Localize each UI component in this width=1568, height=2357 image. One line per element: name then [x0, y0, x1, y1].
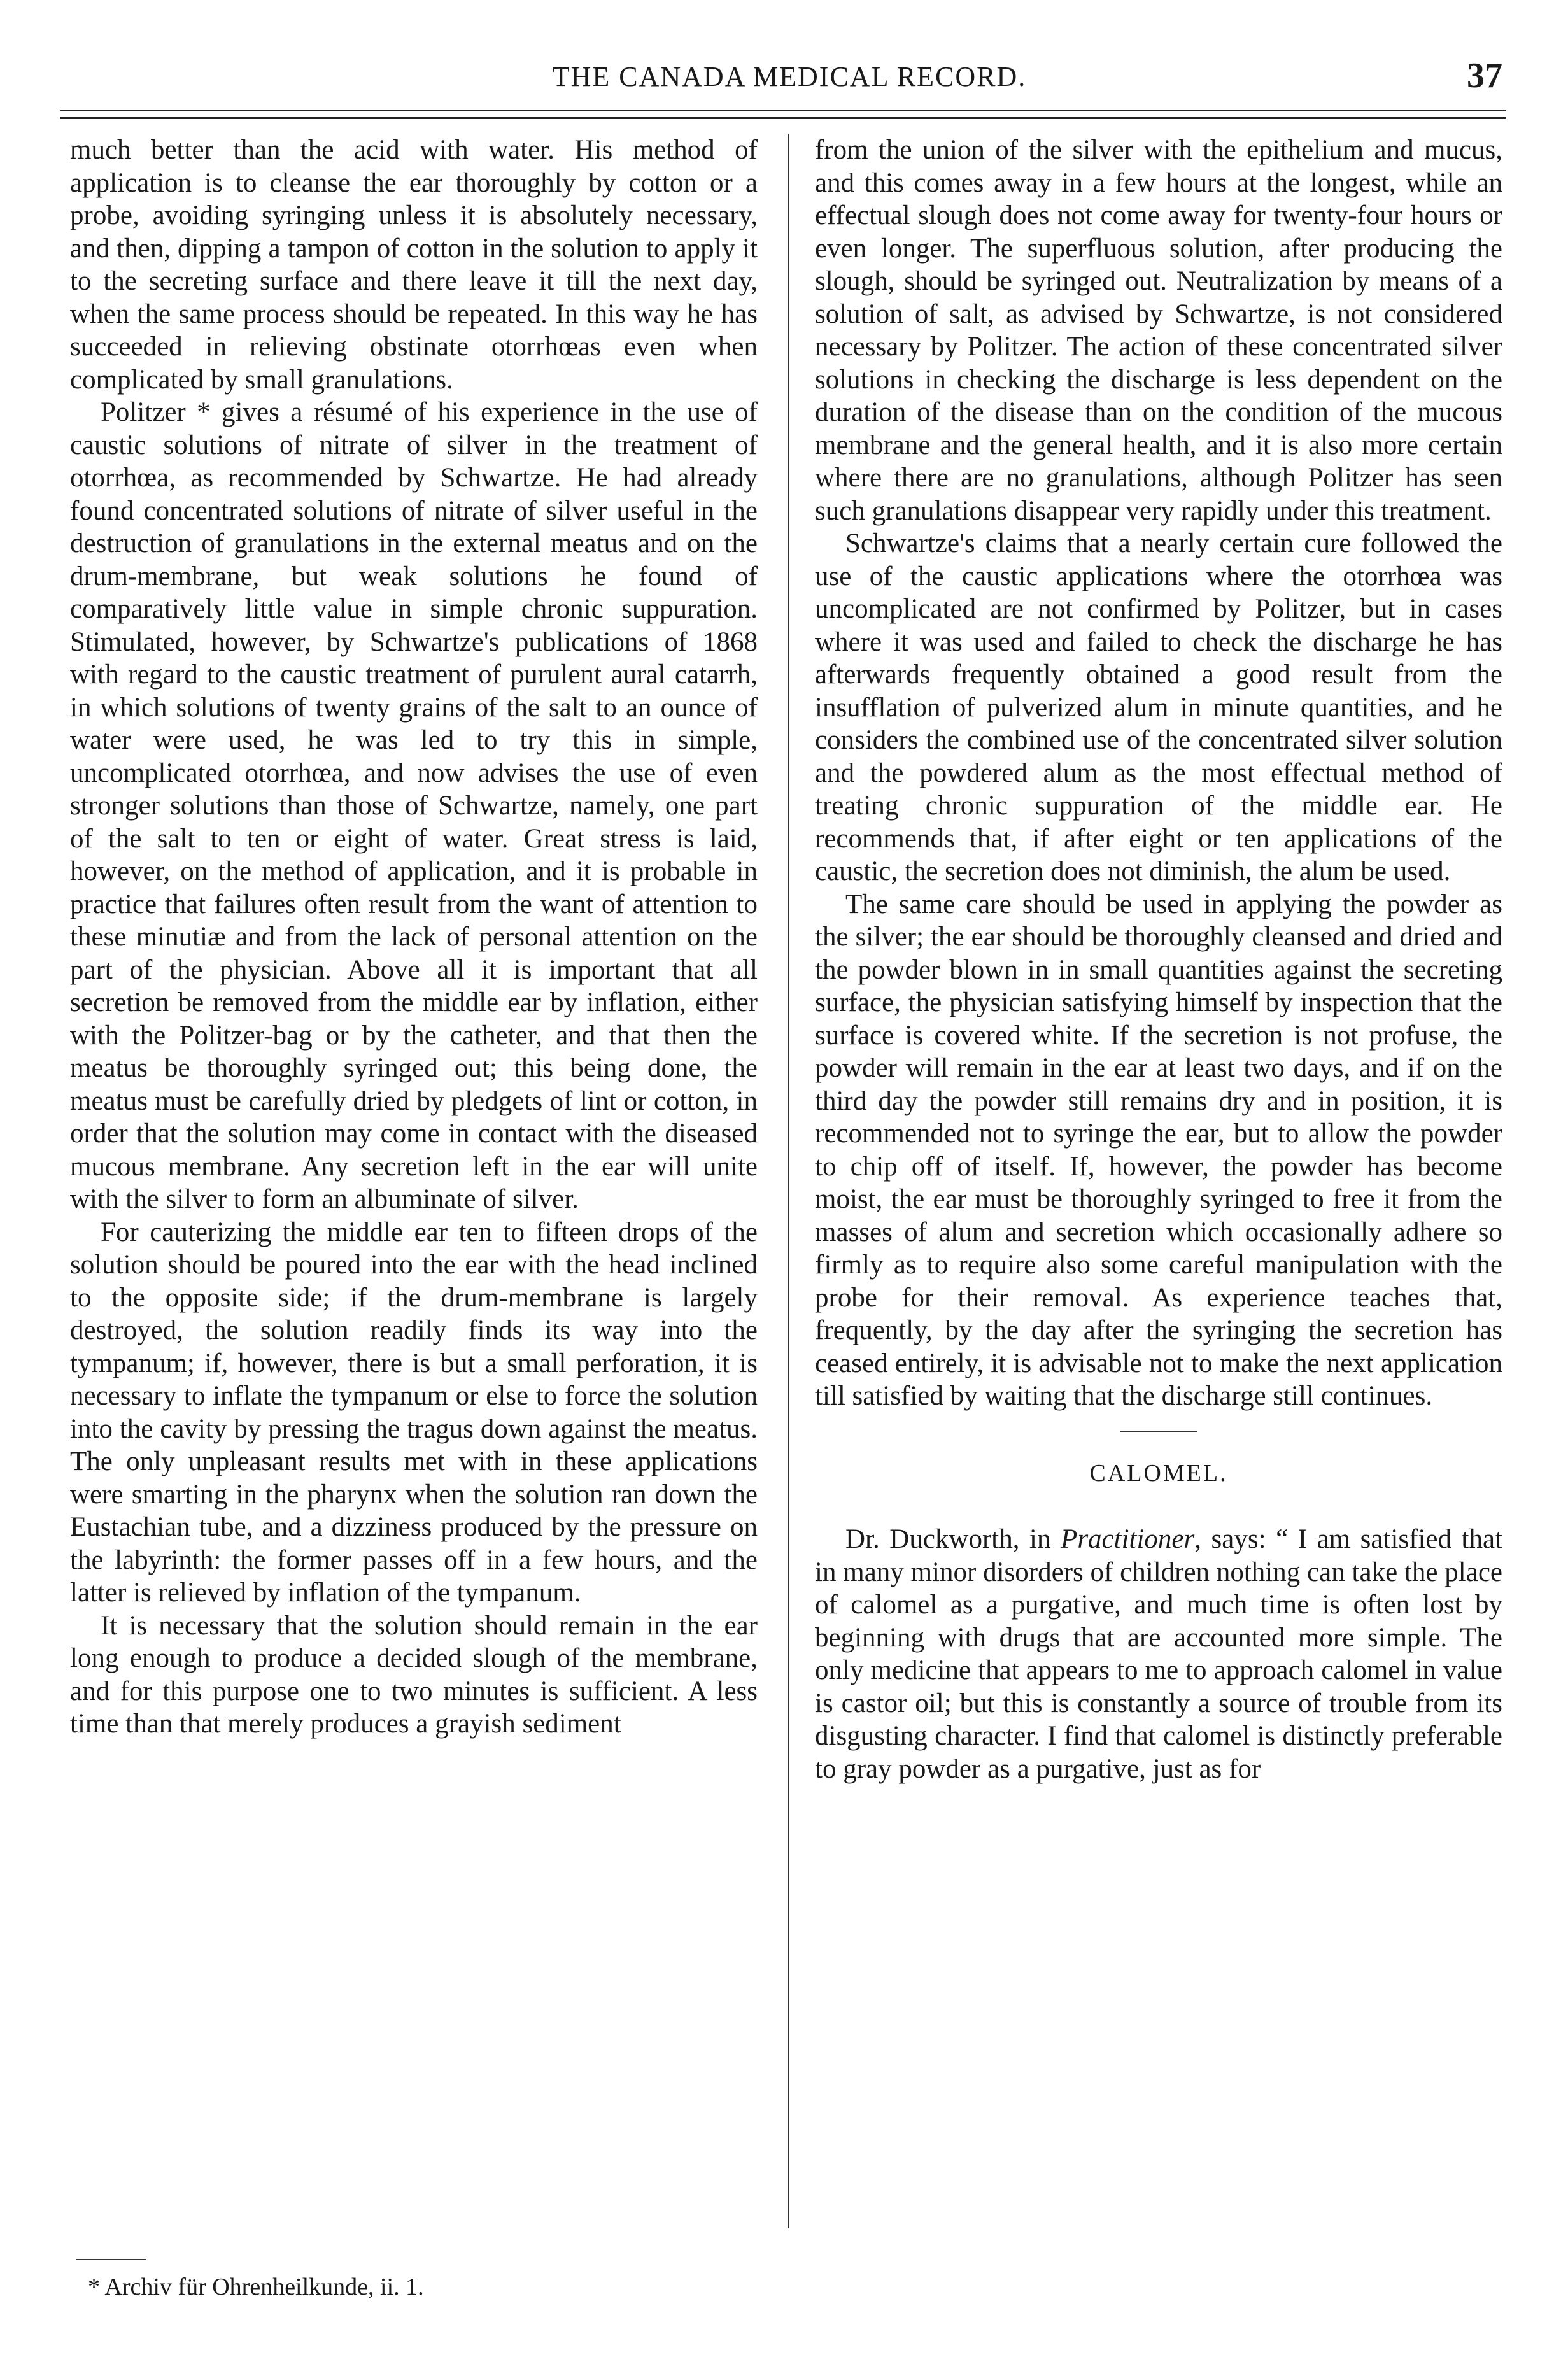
paragraph: For cauterizing the middle ear ten to fifteen drops of the solution should be poured into the ear with the head inclined to the opposite side; if the drum-membrane is largely destroyed, the solution readily finds its way into the tympanum; if, however, there is but a small perforation, it is necessary to inflate the tympanum or else to force the solution into the cavity by pressing the tragus down against the meatus. The only unpleasant results met with in these applications were smarting in the pharynx when the solution ran down the Eustachian tube, and a dizziness produced by the pressure on the labyrinth: the former passes off in a few hours, and the latter is relieved by inflation of the tympanum.: [70, 1217, 758, 1608]
journal-name-italic: Practitioner: [1061, 1524, 1195, 1554]
two-column-body: [70, 134, 1502, 2337]
section-divider: [1120, 1431, 1197, 1432]
header-rule-top: [60, 110, 1506, 111]
calomel-text-rest: , says: “ I am satisfied that in many minor disorders of children nothing can take the place of calomel as a purgative, and much time is often lost by beginning with drugs that are accounted more simple. The only medicine that appears to me to approach calomel in value is castor oil; but this is constantly a source of trouble from its disgusting character. I find that calomel is distinctly preferable to gray powder as a purgative, just as for: [815, 1524, 1502, 1784]
paragraph: The same care should be used in applying the powder as the silver; the ear should be thoroughly cleansed and dried and the powder blown in in small quantities against the secreting surface, the physician satisfying himself by inspection that the surface is covered white. If the secretion is not profuse, the powder will remain in the ear at least two days, and if on the third day the powder still remains dry and in position, it is recommended not to syringe the ear, but to allow the powder to chip off of itself. If, however, the powder has become moist, the ear must be thoroughly syringed to free it from the masses of alum and secretion which occasionally adhere so firmly as to require also some careful manipulation with the probe for their removal. As experience teaches that, frequently, by the day after the syringing the secretion has ceased entirely, it is advisable not to make the next application till satisfied by waiting that the discharge still continues.: [815, 889, 1502, 1411]
calomel-paragraph: [815, 1523, 1502, 1785]
column-divider: [788, 134, 789, 2228]
left-column: [70, 134, 758, 2337]
paragraph: It is necessary that the solution should remain in the ear long enough to produce a decided slough of the membrane, and for this purpose one to two minutes is sufficient. A less time than that merely produces a grayish sediment: [70, 1610, 758, 1739]
paragraph: much better than the acid with water. His method of application is to cleanse the ear thoroughly by cotton or a probe, avoiding syringing unless it is absolutely necessary, and then, dipping a tampon of cotton in the solution to apply it to the secreting surface and there leave it till the next day, when the same process should be repeated. In this way he has succeeded in relieving obstinate otorrhœas even when complicated by small granulations.: [70, 135, 758, 395]
paragraph: Politzer * gives a résumé of his experience in the use of caustic solutions of nitrate of silver in the treatment of otorrhœa, as recommended by Schwartze. He had already found concentrated solutions of nitrate of silver useful in the destruction of granulations in the external meatus and on the drum-membrane, but weak solutions he found of comparatively little value in simple chronic suppuration. Stimulated, however, by Schwartze's publications of 1868 with regard to the caustic treatment of purulent aural catarrh, in which solutions of twenty grains of the salt to an ounce of water were used, he was led to try this in simple, uncomplicated otorrhœa, and now advises the use of even stronger solutions than those of Schwartze, namely, one part of the salt to ten or eight of water. Great stress is laid, however, on the method of application, and it is probable in practice that failures often result from the want of attention to these minutiæ and from the lack of personal attention on the part of the physician. Above all it is important that all secretion be removed from the middle ear by inflation, either with the Politzer-bag or by the catheter, and that then the meatus be thoroughly syringed out; this being done, the meatus must be carefully dried by pledgets of lint or cotton, in order that the solution may come in contact with the diseased mucous membrane. Any secretion left in the ear will unite with the silver to form an albuminate of silver.: [70, 397, 758, 1214]
running-head: [76, 56, 1502, 105]
journal-title: THE CANADA MEDICAL RECORD.: [552, 61, 1027, 92]
calomel-text-start: Dr. Duckworth, in: [845, 1524, 1061, 1554]
section-heading: CALOMEL.: [1089, 1459, 1228, 1487]
paragraph: Schwartze's claims that a nearly certain cure followed the use of the caustic applications where the otorrhœa was uncomplicated are not confirmed by Politzer, but in cases where it was used and failed to check the discharge he has afterwards frequently obtained a good result from the insufflation of pulverized alum in minute quantities, and he considers the combined use of the concentrated silver solution and the powdered alum as the most effectual method of treating chronic suppuration of the middle ear. He recommends that, if after eight or ten applications of the caustic, the secretion does not diminish, the alum be used.: [815, 528, 1502, 886]
right-column: [815, 134, 1502, 2337]
page-number: 37: [1467, 56, 1502, 96]
footnote: * Archiv für Ohrenheilkunde, ii. 1.: [88, 2274, 424, 2300]
footnote-rule: [76, 2259, 146, 2260]
header-rule-bottom: [60, 117, 1506, 119]
paragraph: from the union of the silver with the epithelium and mucus, and this comes away in a few hours at the longest, while an effectual slough does not come away for twenty-four hours or even longer. The superfluous solution, after producing the slough, should be syringed out. Neutralization by means of a solution of salt, as advised by Schwartze, is not considered necessary by Politzer. The action of these concentrated silver solutions in checking the discharge is less dependent on the duration of the disease than on the condition of the mucous membrane and the general health, and it is also more certain where there are no granulations, although Politzer has seen such granulations disappear very rapidly under this treatment.: [815, 135, 1502, 526]
